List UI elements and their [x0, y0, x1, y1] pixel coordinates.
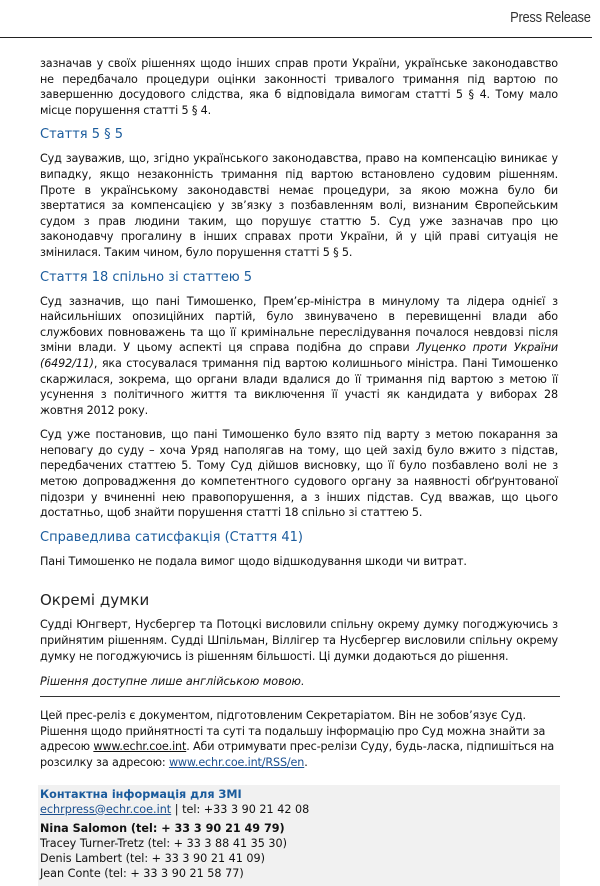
heading-article-5-5: Стаття 5 § 5	[40, 127, 124, 143]
heading-article-18: Стаття 18 спільно зі статтею 5	[40, 269, 253, 285]
article-18-paragraph-1	[40, 294, 558, 419]
contact-person: Tracey Turner-Tretz (tel: + 33 3 88 41 35 30)	[40, 836, 288, 850]
language-note: Рішення доступне лише англійською мовою.	[40, 675, 305, 689]
article-5-5-paragraph: Суд зауважив, що, згідно українського законодавства, право на компенсацію виникає у випадку, якщо незаконність тримання під вартою встановлено судовим рішенням. Проте в українському законодавстві немає процедури, за якою можна було би звертатися за компенсацією у зв’язку з позбавленням волі, визнаним Європейським судом з прав людини таким, що порушує статтю 5. Суд уже зазначав про цю законодавчу прогалину в інших справах проти України, й у цій праві ситуація не змінилася. Таким чином, було порушення статті 5 § 5.	[40, 152, 558, 259]
article-18-paragraph-2: Суд уже постановив, що пані Тимошенко було взято під варту з метою покарання за неповагу до суду – хоча Уряд наполягав на тому, що цей захід було вжито з підстав, передбачених статтею 5. Тому Суд дійшов висновку, що її було позбавлено волі не з метою допровадження до компетентного судового органу за наявності обґрунтованої підозри у вчиненні нею правопорушення, а з інших підстав. Суд вважав, що цього достатньо, щоб знайти порушення статті 18 спільно зі статтею 5.	[40, 428, 558, 520]
contact-person: Nina Salomon (tel: + 33 3 90 21 49 79)	[40, 821, 285, 835]
contact-person: Denis Lambert (tel: + 33 3 90 21 41 09)	[40, 851, 266, 865]
case-citation: Луценко проти України (6492/11)	[40, 341, 559, 370]
document-body	[40, 56, 558, 886]
footer-divider	[40, 696, 560, 697]
article-18-text-b: , яка стосувалася тримання під вартою колишнього міністра. Пані Тимошенко скаржилася, зокрема, що органи влади вдалися до її тримання під вартою з метою її усунення з політичного життя та виключення її участі як кандидата у виборах 28 жовтня 2012 року.	[40, 356, 558, 417]
intro-paragraph: зазначав у своїх рішеннях щодо інших справ проти України, українське законодавство не передбачало процедури оцінки законності тривалого тримання під вартою по завершенню досудового слідства, яка б відповідала вимогам статті 5 § 4. Тому мало місце порушення статті 5 § 4.	[40, 57, 558, 117]
footer-paragraph	[40, 708, 558, 770]
page-header-title: Press Release	[510, 9, 591, 26]
contact-person: Jean Conte (tel: + 33 3 90 21 58 77)	[40, 866, 244, 880]
footer-text-1: Цей прес-реліз є документом, підготовленим Секретаріатом. Він не зобов’язує Суд. Рішення щодо прийнятності та суті та подальшу інформацію про Суд можна знайти за адресою	[40, 709, 546, 754]
echr-website-link[interactable]: www.echr.coe.int	[93, 740, 187, 754]
footer-text-3: .	[304, 756, 308, 769]
press-email-link[interactable]: echrpress@echr.coe.int	[40, 802, 172, 816]
media-contact-box	[38, 785, 560, 886]
rss-link[interactable]: www.echr.coe.int/RSS/en	[168, 756, 305, 769]
article-18-text-a: Суд зазначив, що пані Тимошенко, Прем’єр-міністра в минулому та лідера однієї з найсильніших опозиційних партій, було звинувачено в перевищенні влади або службових повноважень та що її кримінальне переслідування почалося невдовзі після зміни влади. У цьому аспекті ця справа подібна до справи	[40, 294, 558, 355]
separate-opinions-paragraph: Судді Юнгверт, Нусбергер та Потоцкі висловили спільну окрему думку погоджуючись з прийнятим рішенням. Судді Шпільман, Віллігер та Нусбергер висловили спільну окрему думку не погоджуючись із рішенням більшості. Ці думки додаються до рішення.	[40, 618, 558, 663]
press-phone: | tel: +33 3 90 21 42 08	[171, 802, 310, 816]
footer-text-2: . Аби отримувати прес-релізи Суду, будь-ласка, підпишіться на розсилку за адресою:	[40, 740, 555, 769]
media-contact-heading: Контактна інформація для ЗМІ	[40, 787, 242, 801]
just-satisfaction-paragraph: Пані Тимошенко не подала вимог щодо відшкодування шкоди чи витрат.	[40, 554, 467, 568]
heading-separate-opinions: Окремі думки	[40, 591, 150, 610]
contact-email-line	[40, 802, 560, 817]
header-divider	[0, 37, 592, 38]
contact-persons-list	[40, 821, 560, 881]
heading-just-satisfaction: Справедлива сатисфакція (Стаття 41)	[40, 529, 303, 545]
